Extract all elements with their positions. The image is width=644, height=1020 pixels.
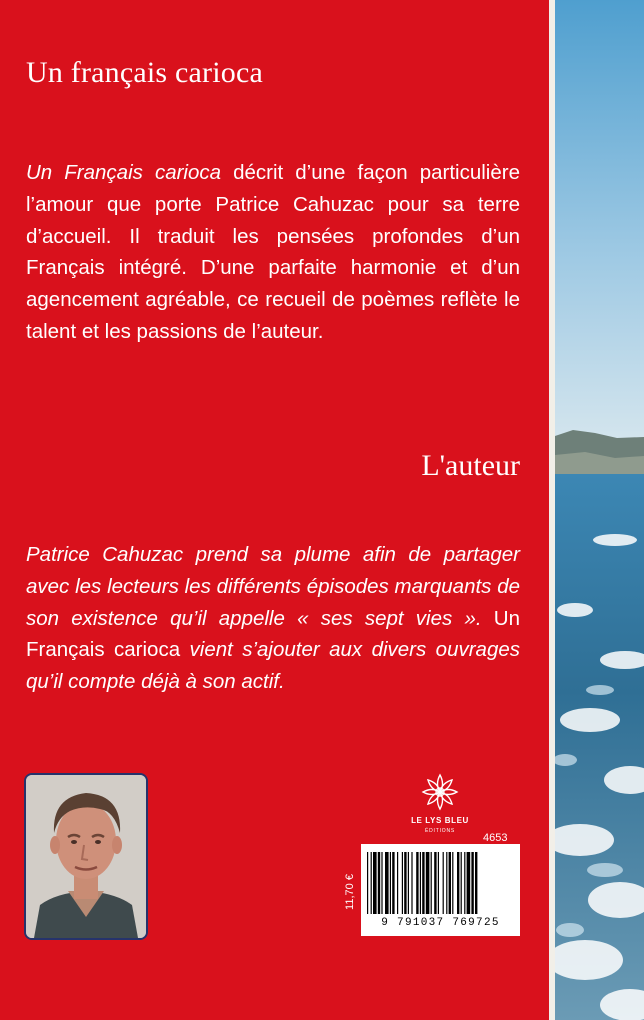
publisher-logo — [404, 770, 476, 838]
publisher-name: LE LYS BLEU — [411, 816, 469, 825]
author-bio — [26, 539, 520, 698]
book-description — [26, 157, 520, 348]
bio-part-3: vient s’ajouter aux divers ouvrages qu’il compte déjà à son actif. — [26, 638, 520, 694]
description-text: décrit d’une façon particulière l’amour que porte Patrice Cahuzac pour sa terre d’accueil. Il traduit les pensées profondes d’un Français intégré. D’une parfaite harmonie et d’un agencement agréable, ce recueil de poèmes reflète le talent et les passions de l’auteur. — [26, 161, 520, 343]
isbn-number: 9 791037 769725 — [381, 917, 500, 929]
author-heading: L'auteur — [421, 449, 520, 482]
publisher-code: 4653 — [483, 832, 508, 844]
author-photo — [24, 773, 148, 940]
price: 11,70 € — [344, 874, 356, 910]
sea-photo — [555, 0, 644, 1020]
bio-part-1: Patrice Cahuzac prend sa plume afin de partager avec les lecteurs les différents épisodes marquants de son existence qu’il appelle « ses sept vies ». — [26, 543, 520, 630]
bio-part-2: Un Français carioca — [26, 606, 521, 662]
book-title: Un français carioca — [26, 56, 263, 89]
barcode — [361, 844, 520, 936]
lotus-logo-icon — [420, 772, 460, 812]
description-title-italic: Un Français carioca — [26, 161, 222, 184]
publisher-subtitle: ÉDITIONS — [424, 828, 455, 834]
